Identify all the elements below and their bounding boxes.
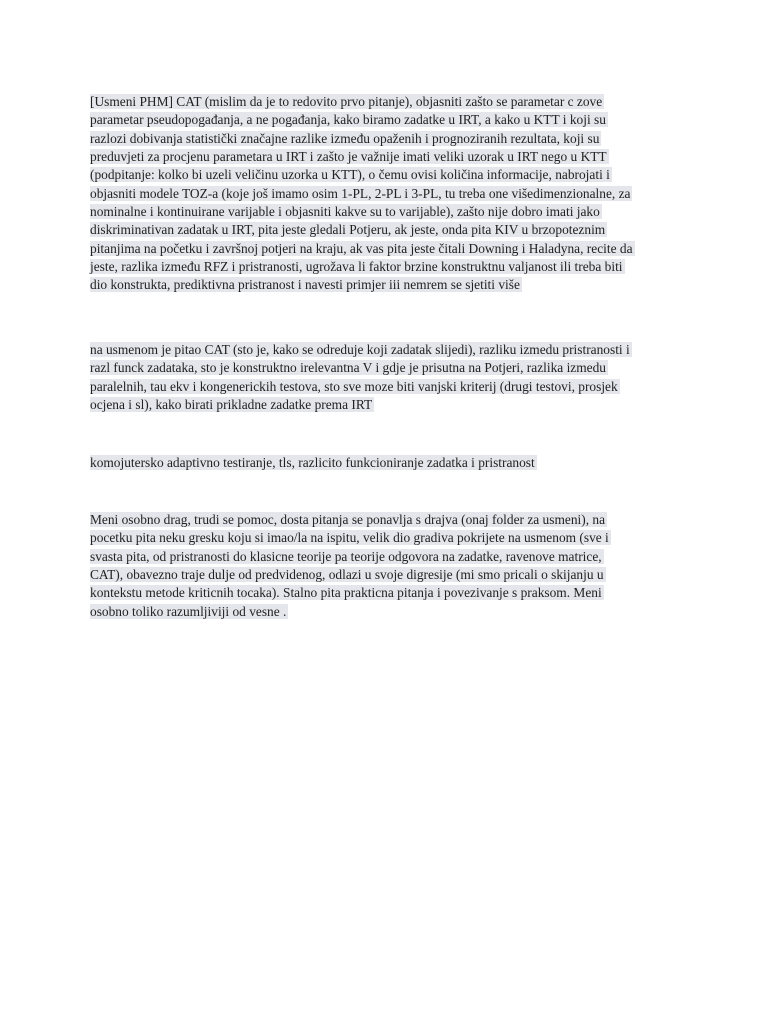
text-line: preduvjeti za procjenu parametara u IRT i zašto je važnije imati veliki uzorak u IRT nego u KTT [90,149,607,165]
text-line: Meni osobno drag, trudi se pomoc, dosta pitanja se ponavlja s drajva (onaj folder za usmeni), na [90,512,606,527]
text-line: diskriminativan zadatak u IRT, pita jeste gledali Potjeru, ak jeste, onda pita KIV u brzopoteznim [90,222,606,238]
paragraph-exam-questions [90,93,690,295]
text-line: nominalne i kontinuirane varijable i objasniti kakve su to varijable), zašto nije dobro imati jako [90,204,600,220]
text-line: (podpitanje: kolko bi uzeli veličinu uzorka u KTT), o čemu ovisi količina informacije, nabrojati i [90,167,610,183]
text-line: razl funck zadataka, sto je konstruktno irelevantna V i gdje je prisutna na Potjeri, razlika izmedu [90,360,606,376]
paragraph-oral-exam-cat [90,341,690,414]
text-line: objasniti modele TOZ-a (koje još imamo osim 1-PL, 2-PL i 3-PL, tu treba one višedimenzionalne, za [90,185,631,201]
text-line: paralelnih, tau ekv i kongenerickih testova, sto sve moze biti vanjski kriterij (drugi testovi, prosjek [90,378,618,394]
text-line: [Usmeni PHM] CAT (mislim da je to redovito prvo pitanje), objasniti zašto se parametar c zove [90,94,603,109]
paragraph-personal-opinion [90,511,690,621]
text-line: osobno toliko razumljiviji od vesne . [90,603,287,619]
text-line: jeste, razlika između RFZ i pristranosti, ugrožava li faktor brzine konstruktnu valjanost ili treba biti [90,259,623,275]
text-line: parametar pseudopogađanja, a ne pogađanja, kako biramo zadatke u IRT, a kako u KTT i koji su [90,112,606,128]
text-line: razlozi dobivanja statistički značajne razlike između opaženih i prognoziranih rezultata, koji su [90,130,600,146]
text-line: ocjena i sl), kako birati prikladne zadatke prema IRT [90,397,373,413]
text-line: na usmenom je pitao CAT (sto je, kako se odreduje koji zadatak slijedi), razliku izmedu pristranosti i [90,342,630,357]
text-line: dio konstrukta, prediktivna pristranost i navesti primjer iii nemrem se sjetiti više [90,277,520,293]
text-line: svasta pita, od pristranosti do klasicne teorije pa teorije odgovora na zadatke, ravenove matrice, [90,548,602,564]
text-line: CAT), obavezno traje dulje od predvidenog, odlazi u svoje digresije (mi smo pricali o skijanju u [90,567,604,583]
text-line: kontekstu metode kriticnih tocaka). Stalno pita prakticna pitanja i povezivanje s praksom. Meni [90,585,602,601]
paragraph-topics [90,454,690,472]
text-line: komojutersko adaptivno testiranje, tls, razlicito funkcioniranje zadatka i pristranost [90,455,535,470]
text-line: pocetku pita neku gresku koju si imao/la na ispitu, velik dio gradiva pokrijete na usmenom (sve i [90,530,609,546]
text-line: pitanjima na početku i završnoj potjeri na kraju, ak vas pita jeste čitali Downing i Haladyna, recite da [90,240,633,256]
